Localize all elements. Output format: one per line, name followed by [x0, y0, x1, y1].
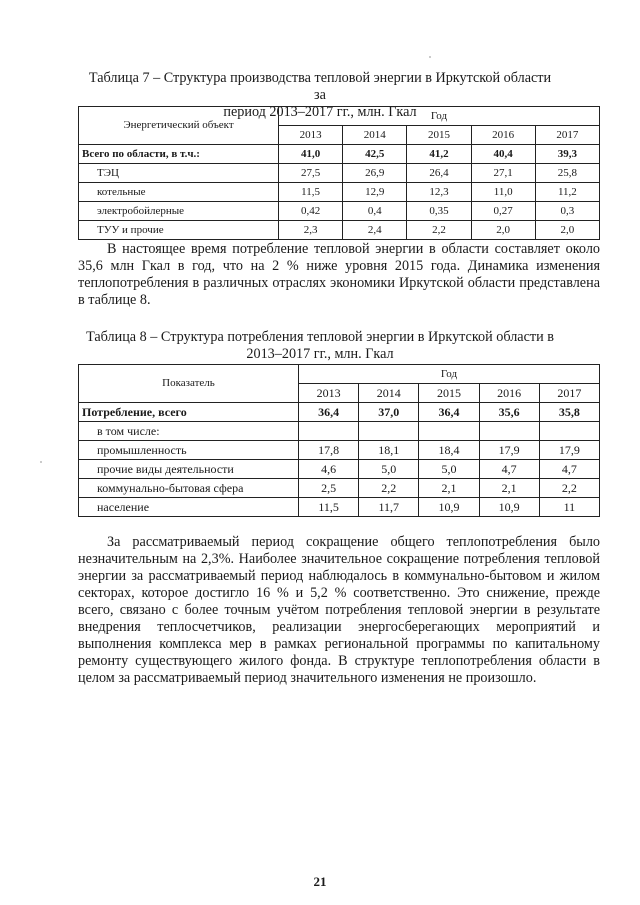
cell-value [419, 422, 479, 441]
table7-year: 2014 [343, 126, 407, 145]
scan-speck [429, 56, 431, 58]
cell-value: 0,35 [407, 202, 471, 221]
cell-value: 39,3 [535, 145, 599, 164]
cell-value: 2,0 [535, 221, 599, 240]
row-label: ТУУ и прочие [79, 221, 279, 240]
cell-value: 10,9 [479, 498, 539, 517]
table7-year: 2017 [535, 126, 599, 145]
table7-caption-line1: Таблица 7 – Структура производства тепловой энергии в Иркутской области за [88, 70, 552, 103]
cell-value: 18,4 [419, 441, 479, 460]
row-label: Потребление, всего [79, 403, 299, 422]
cell-value: 2,1 [419, 479, 479, 498]
table7-year-header: Год [279, 107, 600, 126]
table8-year: 2013 [299, 384, 359, 403]
table7-header-row [79, 107, 600, 126]
cell-value: 25,8 [535, 164, 599, 183]
table7-caption-line2: период 2013–2017 гг., млн. Гкал [223, 104, 417, 120]
row-label: котельные [79, 183, 279, 202]
cell-value: 11,5 [299, 498, 359, 517]
cell-value [299, 422, 359, 441]
cell-value: 2,2 [359, 479, 419, 498]
cell-value: 37,0 [359, 403, 419, 422]
cell-value [359, 422, 419, 441]
cell-value: 2,1 [479, 479, 539, 498]
cell-value: 35,6 [479, 403, 539, 422]
page-number: 21 [313, 874, 327, 889]
cell-value: 5,0 [359, 460, 419, 479]
table-row [79, 460, 600, 479]
row-label: население [79, 498, 299, 517]
cell-value: 11,7 [359, 498, 419, 517]
cell-value: 2,4 [343, 221, 407, 240]
cell-value: 26,4 [407, 164, 471, 183]
table-row [79, 441, 600, 460]
table-row [79, 183, 600, 202]
cell-value [479, 422, 539, 441]
table8-caption-line1: Таблица 8 – Структура потребления тепловой энергии в Иркутской области в [86, 329, 554, 345]
table-row [79, 202, 600, 221]
row-label: прочие виды деятельности [79, 460, 299, 479]
row-label: коммунально-бытовая сфера [79, 479, 299, 498]
cell-value: 11,0 [471, 183, 535, 202]
cell-value: 11,2 [535, 183, 599, 202]
table8-year: 2016 [479, 384, 539, 403]
cell-value: 35,8 [539, 403, 599, 422]
table8-year-header: Год [299, 365, 600, 384]
row-label: электробойлерные [79, 202, 279, 221]
row-label: Всего по области, в т.ч.: [79, 145, 279, 164]
cell-value: 42,5 [343, 145, 407, 164]
cell-value: 27,5 [279, 164, 343, 183]
table7-year: 2016 [471, 126, 535, 145]
cell-value: 27,1 [471, 164, 535, 183]
cell-value: 11,5 [279, 183, 343, 202]
table7-year: 2015 [407, 126, 471, 145]
cell-value: 11 [539, 498, 599, 517]
paragraph-2: За рассматриваемый период сокращение общего теплопотребления было незначительным на 2,3%. Наиболее значительное сокращение потребления тепловой энергии за рассматриваемый период наблюдалось в коммунально-бытовом и жилом секторах, которое достигло 16 % и 5,2 % соответственно. Это снижение, прежде всего, связано с более точным учётом потребления тепловой энергии в результате внедрения теплосчетчиков, реализации энергосберегающих мероприятий и выполнения комплекса мер в рамках региональной программы по капитальному ремонту существующего жилого фонда. В структуре теплопотребления области в целом за рассматриваемый период значительного изменения не произошло. [78, 534, 600, 686]
cell-value: 41,2 [407, 145, 471, 164]
cell-value: 12,9 [343, 183, 407, 202]
table7-col-header: Энергетический объект [79, 107, 279, 145]
table8-year: 2015 [419, 384, 479, 403]
table-row [79, 145, 600, 164]
cell-value: 40,4 [471, 145, 535, 164]
cell-value: 17,9 [479, 441, 539, 460]
cell-value: 0,3 [535, 202, 599, 221]
table-row [79, 164, 600, 183]
scan-speck [40, 461, 42, 463]
cell-value: 2,3 [279, 221, 343, 240]
table-row [79, 403, 600, 422]
table8 [78, 364, 600, 517]
cell-value: 2,0 [471, 221, 535, 240]
table-row [79, 498, 600, 517]
table8-header-row [79, 365, 600, 384]
cell-value: 41,0 [279, 145, 343, 164]
table7-year: 2013 [279, 126, 343, 145]
cell-value [539, 422, 599, 441]
table-row [79, 422, 600, 441]
cell-value: 26,9 [343, 164, 407, 183]
table8-year: 2014 [359, 384, 419, 403]
table-row [79, 221, 600, 240]
cell-value: 4,7 [539, 460, 599, 479]
cell-value: 36,4 [299, 403, 359, 422]
cell-value: 0,27 [471, 202, 535, 221]
cell-value: 2,2 [407, 221, 471, 240]
table8-year: 2017 [539, 384, 599, 403]
cell-value: 10,9 [419, 498, 479, 517]
row-label: в том числе: [79, 422, 299, 441]
table7 [78, 106, 600, 240]
cell-value: 5,0 [419, 460, 479, 479]
table8-caption [82, 329, 558, 363]
cell-value: 4,6 [299, 460, 359, 479]
cell-value: 17,9 [539, 441, 599, 460]
cell-value: 17,8 [299, 441, 359, 460]
paragraph-1: В настоящее время потребление тепловой энергии в области составляет около 35,6 млн Гкал в год, что на 2 % ниже уровня 2015 года. Динамика изменения теплопотребления в различных отраслях экономики Иркутской области представлена в таблице 8. [78, 241, 600, 308]
cell-value: 18,1 [359, 441, 419, 460]
row-label: ТЭЦ [79, 164, 279, 183]
cell-value: 2,2 [539, 479, 599, 498]
cell-value: 12,3 [407, 183, 471, 202]
cell-value: 36,4 [419, 403, 479, 422]
cell-value: 4,7 [479, 460, 539, 479]
cell-value: 0,4 [343, 202, 407, 221]
row-label: промышленность [79, 441, 299, 460]
cell-value: 0,42 [279, 202, 343, 221]
cell-value: 2,5 [299, 479, 359, 498]
table8-caption-line2: 2013–2017 гг., млн. Гкал [246, 346, 394, 362]
table8-col-header: Показатель [79, 365, 299, 403]
table-row [79, 479, 600, 498]
